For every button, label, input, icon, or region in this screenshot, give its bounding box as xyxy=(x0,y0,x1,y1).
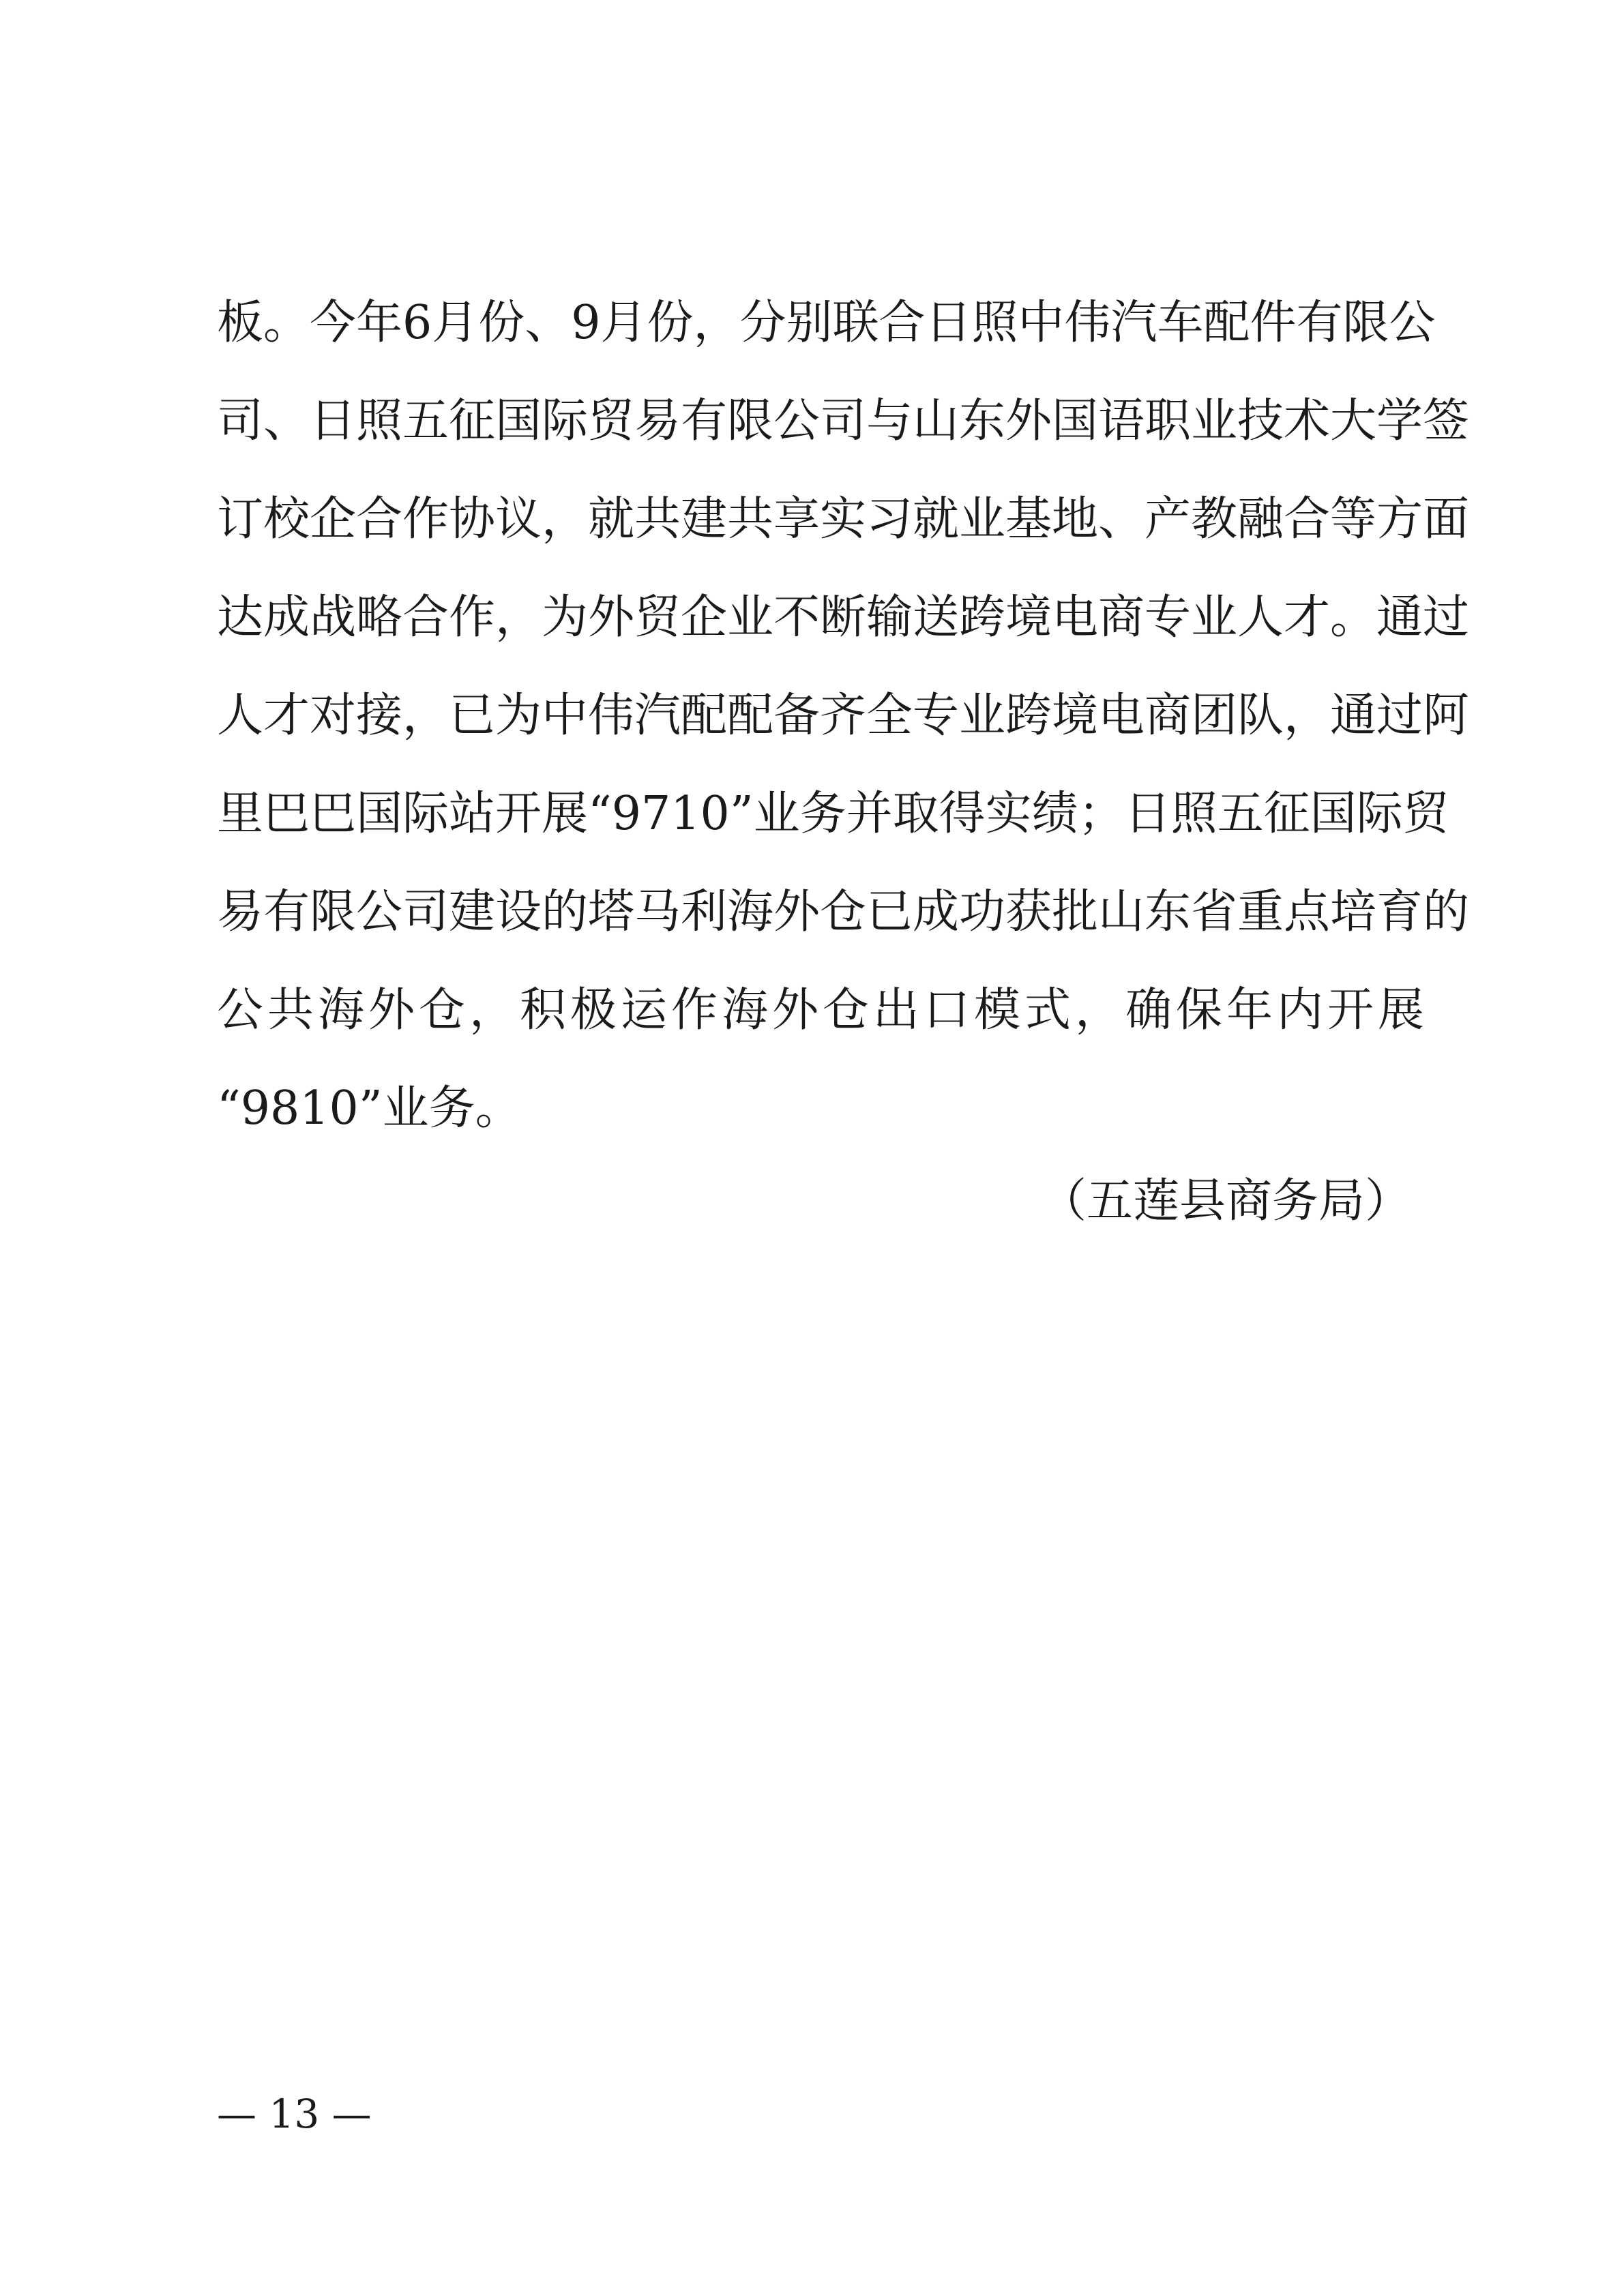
page-number: — 13 — xyxy=(217,2091,372,2137)
paragraph-line: 人才对接，已为中伟汽配配备齐全专业跨境电商团队，通过阿 xyxy=(217,689,1470,743)
issuing-office-signature: （五莲县商务局） xyxy=(1039,1174,1411,1228)
paragraph-line: 订校企合作协议，就共建共享实习就业基地、产教融合等方面 xyxy=(217,492,1470,546)
paragraph-line: 司、日照五征国际贸易有限公司与山东外国语职业技术大学签 xyxy=(217,394,1470,448)
paragraph-line: 公共海外仓，积极运作海外仓出口模式，确保年内开展 xyxy=(217,983,1424,1037)
paragraph-line: 里巴巴国际站开展“9710”业务并取得实绩；日照五征国际贸 xyxy=(217,787,1449,841)
body-paragraph xyxy=(217,274,1470,1158)
paragraph-line: 板。今年6月份、9月份，分别联合日照中伟汽车配件有限公 xyxy=(217,296,1436,350)
paragraph-line: 易有限公司建设的塔马利海外仓已成功获批山东省重点培育的 xyxy=(217,885,1470,939)
paragraph-line: 达成战略合作，为外贸企业不断输送跨境电商专业人才。通过 xyxy=(217,591,1470,644)
paragraph-line: “9810”业务。 xyxy=(217,1082,522,1135)
